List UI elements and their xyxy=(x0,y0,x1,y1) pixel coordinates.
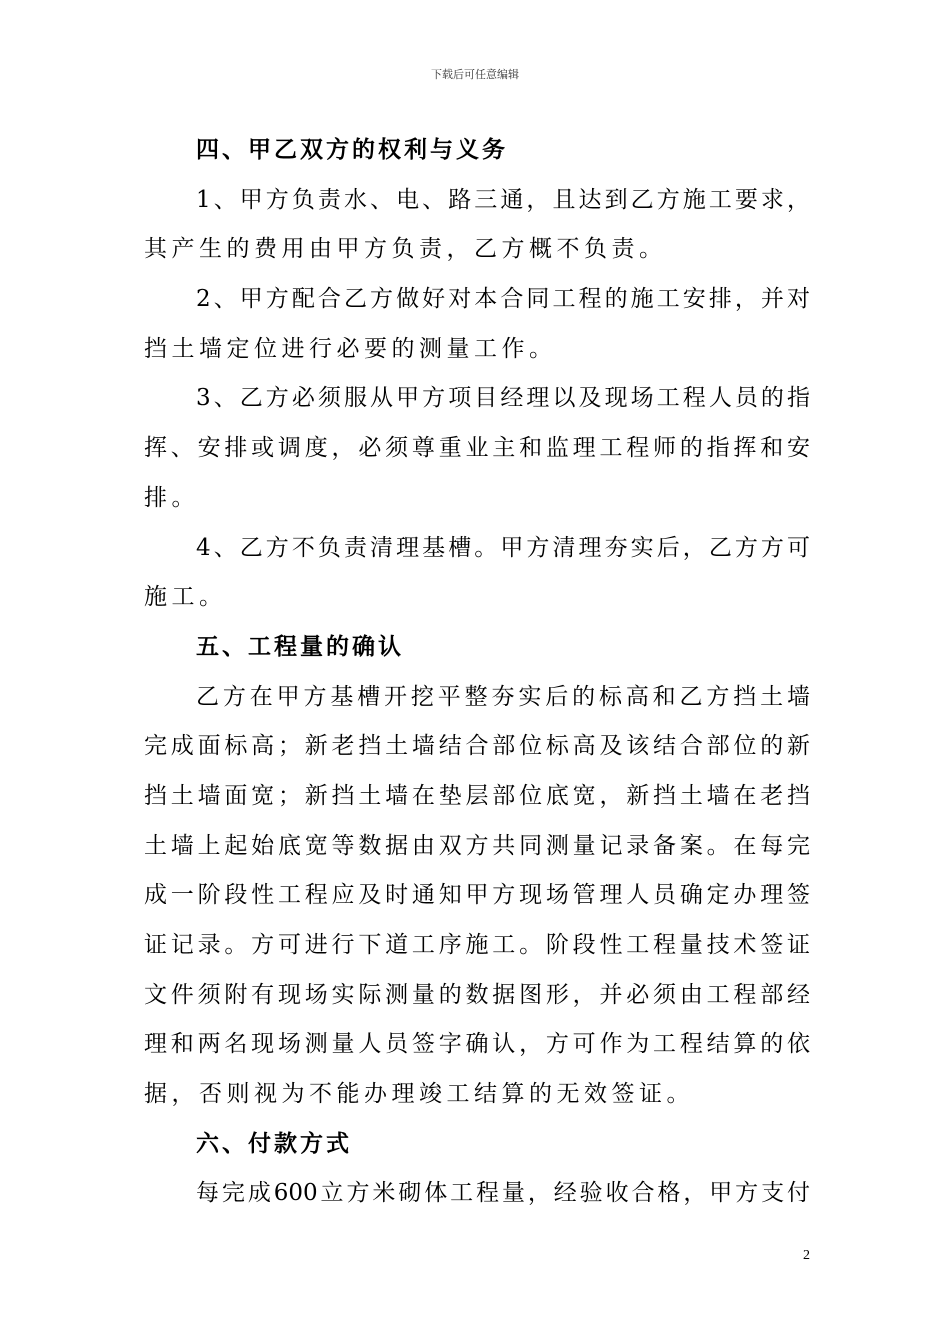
section-heading-rights: 四、甲乙双方的权利与义务 xyxy=(196,137,508,163)
section-heading-payment: 六、付款方式 xyxy=(196,1130,352,1157)
paragraph-line: 施工。 xyxy=(144,584,227,611)
paragraph-line: 排。 xyxy=(144,484,199,511)
paragraph-line: 3、乙方必须服从甲方项目经理以及现场工程人员的指 xyxy=(196,385,810,412)
paragraph-line: 完成面标高；新老挡土墙结合部位标高及该结合部位的新 xyxy=(144,733,810,760)
paragraph-line: 证记录。方可进行下道工序施工。阶段性工程量技术签证 xyxy=(144,932,810,958)
paragraph-line: 挡土墙定位进行必要的测量工作。 xyxy=(144,335,557,362)
header-note: 下载后可任意编辑 xyxy=(431,68,519,81)
paragraph-line: 2、甲方配合乙方做好对本合同工程的施工安排，并对 xyxy=(196,286,810,313)
paragraph-line: 每完成600立方米砌体工程量，经验收合格，甲方支付 xyxy=(196,1180,810,1207)
page-number: 2 xyxy=(803,1248,810,1263)
paragraph-line: 4、乙方不负责清理基槽。甲方清理夯实后，乙方方可 xyxy=(196,534,810,561)
paragraph-line: 据，否则视为不能办理竣工结算的无效签证。 xyxy=(144,1081,694,1108)
paragraph-line: 理和两名现场测量人员签字确认，方可作为工程结算的依 xyxy=(144,1031,810,1058)
paragraph-line: 乙方在甲方基槽开挖平整夯实后的标高和乙方挡土墙 xyxy=(196,683,810,710)
paragraph-line: 土墙上起始底宽等数据由双方共同测量记录备案。在每完 xyxy=(144,832,810,859)
paragraph-line: 其产生的费用由甲方负责，乙方概不负责。 xyxy=(144,236,667,263)
paragraph-line: 成一阶段性工程应及时通知甲方现场管理人员确定办理签 xyxy=(144,882,810,909)
paragraph-line: 挥、安排或调度，必须尊重业主和监理工程师的指挥和安 xyxy=(144,435,810,462)
paragraph-line: 1、甲方负责水、电、路三通，且达到乙方施工要求， xyxy=(196,186,810,213)
document-body xyxy=(144,126,810,1219)
paragraph-line: 文件须附有现场实际测量的数据图形，并必须由工程部经 xyxy=(144,981,810,1008)
section-heading-quantity: 五、工程量的确认 xyxy=(196,633,404,660)
paragraph-line: 挡土墙面宽；新挡土墙在垫层部位底宽，新挡土墙在老挡 xyxy=(144,782,810,809)
